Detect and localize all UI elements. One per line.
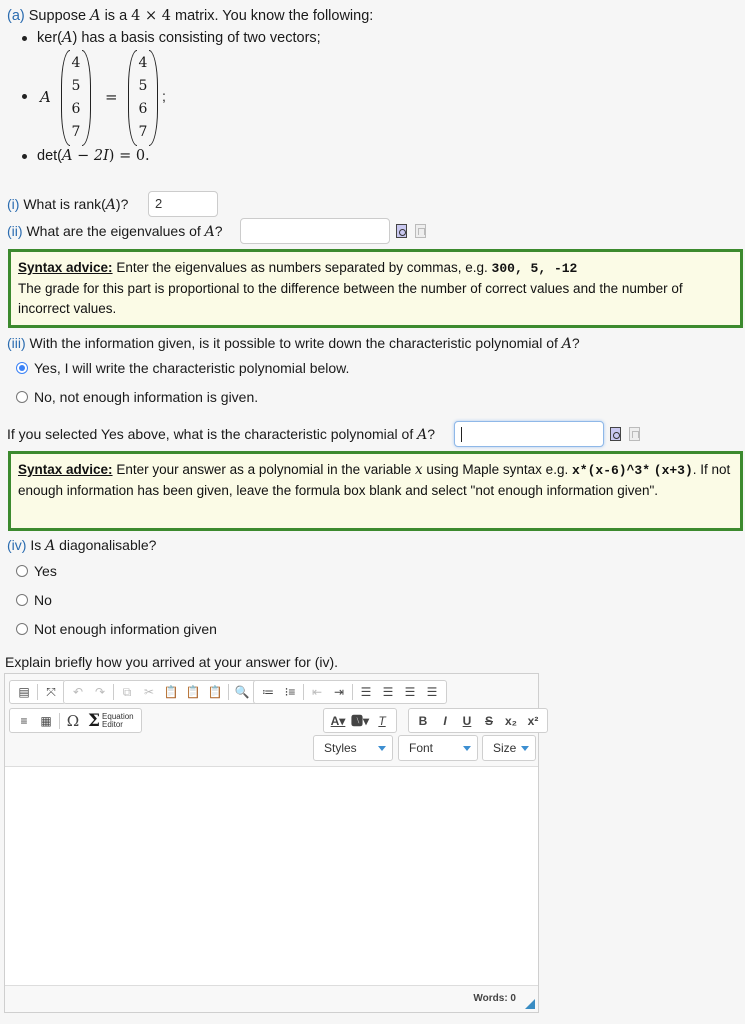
bg-color-icon[interactable]: 🅰▾	[350, 714, 370, 728]
fact-determinant: det(A − 2I) = 0.	[22, 147, 150, 165]
align-center-icon[interactable]: ☰	[382, 685, 394, 699]
toolbar-group-source	[9, 680, 66, 704]
dropdown-arrow-icon	[521, 746, 529, 751]
strikethrough-icon[interactable]: S	[484, 713, 493, 728]
option-label[interactable]: No, not enough information is given.	[34, 389, 259, 405]
outdent-icon[interactable]: ⇤	[311, 685, 323, 699]
indent-icon[interactable]: ⇥	[333, 685, 345, 699]
justify-icon[interactable]: ☰	[426, 685, 438, 699]
underline-icon[interactable]: U	[462, 713, 472, 728]
char-poly-input[interactable]	[454, 421, 604, 447]
toolbar-group-colors	[323, 708, 397, 733]
horizontal-rule-icon[interactable]: ≡	[20, 713, 28, 728]
part-a-intro: (a) Suppose A is a 4 × 4 matrix. You know the following:	[7, 8, 374, 24]
word-count: Words: 0	[473, 993, 516, 1004]
align-left-icon[interactable]: ☰	[360, 685, 372, 699]
resize-handle-icon[interactable]	[525, 999, 535, 1009]
radio-yes-charpoly[interactable]	[16, 362, 28, 374]
bullet	[22, 36, 27, 41]
preview-icon[interactable]	[396, 224, 407, 238]
superscript-icon[interactable]: x²	[527, 713, 539, 728]
option-label[interactable]: No	[34, 592, 52, 608]
option-label[interactable]: Yes, I will write the characteristic polynomial below.	[34, 360, 350, 376]
vector-left: 4 5 6 7	[61, 50, 91, 146]
eigenvalues-input[interactable]	[240, 218, 390, 244]
question-char-poly: (iii) With the information given, is it possible to write down the characteristic polynomial of A?	[7, 335, 580, 352]
copy-icon[interactable]: ⧉	[122, 684, 132, 699]
numbered-list-icon[interactable]: ≔	[262, 685, 274, 699]
source-icon[interactable]: ▤	[18, 685, 30, 699]
question-diagonalisable: (iv) Is A diagonalisable?	[7, 537, 157, 554]
toolbar-group-paragraph	[253, 680, 447, 704]
preview-icon[interactable]	[610, 427, 621, 441]
subscript-icon[interactable]: x₂	[504, 713, 517, 728]
italic-icon[interactable]: I	[443, 713, 447, 728]
part-label: (a)	[7, 8, 25, 24]
editor-content-area[interactable]	[5, 766, 538, 986]
find-icon[interactable]: 🔍	[234, 685, 250, 699]
paste-icon[interactable]: 📋	[163, 685, 179, 699]
radio-diag-no[interactable]	[16, 594, 28, 606]
preview-disabled-icon	[415, 224, 426, 238]
option-label[interactable]: Not enough information given	[34, 621, 217, 637]
rich-text-editor	[4, 673, 539, 1013]
paste-text-icon[interactable]: 📋	[185, 685, 201, 699]
dropdown-arrow-icon	[378, 746, 386, 751]
maximize-icon[interactable]: ⤧	[46, 684, 56, 699]
size-dropdown[interactable]: Size	[482, 735, 536, 761]
vector-right: 4 5 6 7	[128, 50, 158, 146]
redo-icon[interactable]: ↷	[94, 685, 106, 699]
toolbar-group-clipboard	[63, 680, 257, 704]
text-color-icon[interactable]: A▾	[330, 713, 346, 728]
sigma-icon: Σ	[88, 710, 101, 731]
align-right-icon[interactable]: ☰	[404, 685, 416, 699]
fact-kernel: ker(A) has a basis consisting of two vectors;	[22, 29, 321, 47]
radio-no-charpoly[interactable]	[16, 391, 28, 403]
radio-diag-yes[interactable]	[16, 565, 28, 577]
bullet	[22, 94, 27, 99]
rank-input[interactable]: 2	[148, 191, 218, 217]
explain-prompt: Explain briefly how you arrived at your answer for (iv).	[5, 654, 339, 670]
toolbar-group-insert	[9, 708, 142, 733]
question-rank: (i) What is rank(A)?	[7, 196, 129, 213]
cut-icon[interactable]: ✂	[143, 685, 155, 699]
char-poly-prompt: If you selected Yes above, what is the characteristic polynomial of A?	[7, 426, 436, 443]
styles-dropdown[interactable]: Styles	[313, 735, 393, 761]
option-label[interactable]: Yes	[34, 563, 57, 579]
font-dropdown[interactable]: Font	[398, 735, 478, 761]
radio-diag-not-enough[interactable]	[16, 623, 28, 635]
syntax-advice-polynomial: Syntax advice: Enter your answer as a polynomial in the variable x using Maple syntax e.g. x*(x-6)^3* (x+3). If not enough information has been given, leave the formula box blank and select "not enough information given".	[8, 451, 743, 531]
equation-editor-button[interactable]: Σ Equation Editor	[88, 710, 134, 731]
preview-disabled-icon	[629, 427, 640, 441]
question-eigenvalues: (ii) What are the eigenvalues of A?	[7, 223, 223, 240]
toolbar-group-basic-styles	[408, 708, 548, 733]
dropdown-arrow-icon	[463, 746, 471, 751]
undo-icon[interactable]: ↶	[72, 685, 84, 699]
bulleted-list-icon[interactable]: ⁝≡	[284, 685, 296, 699]
remove-format-icon[interactable]: T	[378, 713, 386, 728]
bold-icon[interactable]: B	[418, 713, 428, 728]
syntax-advice-eigenvalues: Syntax advice: Enter the eigenvalues as numbers separated by commas, e.g. 300, 5, -12 The grade for this part is proportional to the difference between the number of correct values and the number of incorrect values.	[8, 249, 743, 328]
special-char-icon[interactable]: Ω	[66, 711, 80, 730]
text-caret	[461, 427, 462, 442]
bullet	[22, 154, 27, 159]
table-icon[interactable]: ▦	[40, 713, 52, 728]
paste-word-icon[interactable]: 📋	[207, 685, 223, 699]
